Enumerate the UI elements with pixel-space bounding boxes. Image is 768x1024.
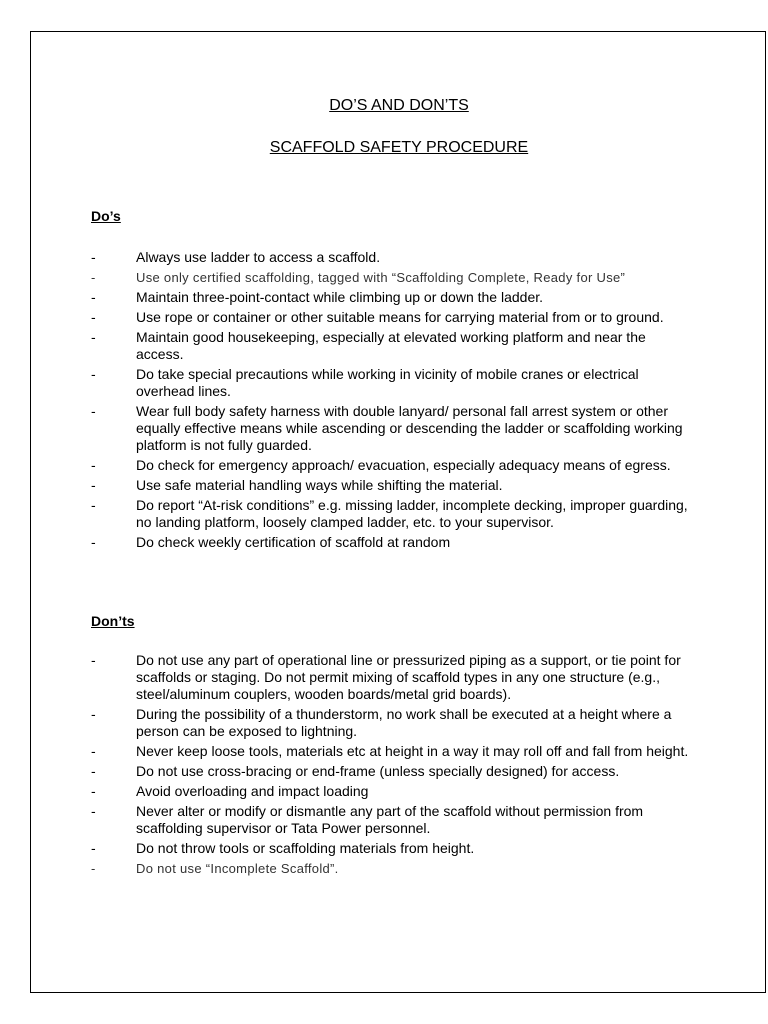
dos-item bbox=[91, 309, 691, 326]
dos-item bbox=[91, 269, 691, 286]
bullet-dash: - bbox=[91, 652, 96, 668]
donts-item bbox=[91, 840, 691, 857]
dos-heading: Do’s bbox=[91, 208, 121, 224]
dos-item bbox=[91, 477, 691, 494]
dos-item bbox=[91, 534, 691, 551]
dos-item bbox=[91, 366, 691, 400]
dos-item bbox=[91, 289, 691, 306]
bullet-dash: - bbox=[91, 249, 96, 265]
document-subtitle: SCAFFOLD SAFETY PROCEDURE bbox=[269, 139, 529, 156]
bullet-dash: - bbox=[91, 270, 96, 285]
donts-heading: Don’ts bbox=[91, 613, 135, 629]
donts-item-text: Do not use any part of operational line or pressurized piping as a support, or tie point for scaffolds or staging. Do not permit mixing of scaffold types in any one structure (e.g., steel/aluminum couplers, wooden boards/metal grid boards). bbox=[136, 652, 681, 702]
bullet-dash: - bbox=[91, 329, 96, 345]
bullet-dash: - bbox=[91, 763, 96, 779]
donts-item bbox=[91, 763, 691, 780]
bullet-dash: - bbox=[91, 497, 96, 513]
donts-item-text: Never alter or modify or dismantle any part of the scaffold without permission from scaffolding supervisor or Tata Power personnel. bbox=[136, 803, 644, 836]
dos-item-text: Maintain good housekeeping, especially at elevated working platform and near the access. bbox=[136, 329, 646, 362]
bullet-dash: - bbox=[91, 457, 96, 473]
bullet-dash: - bbox=[91, 477, 96, 493]
donts-item-text: Do not use cross-bracing or end-frame (unless specially designed) for access. bbox=[136, 763, 620, 779]
dos-item bbox=[91, 403, 691, 454]
donts-item bbox=[91, 743, 691, 760]
donts-item-text: Never keep loose tools, materials etc at height in a way it may roll off and fall from height. bbox=[136, 743, 689, 759]
donts-item-text: Do not throw tools or scaffolding materials from height. bbox=[136, 840, 475, 856]
donts-item bbox=[91, 706, 691, 740]
dos-item bbox=[91, 497, 691, 531]
donts-item-text: Do not use “Incomplete Scaffold”. bbox=[136, 861, 339, 876]
bullet-dash: - bbox=[91, 309, 96, 325]
bullet-dash: - bbox=[91, 403, 96, 419]
donts-item bbox=[91, 652, 691, 703]
dos-item-text: Use safe material handling ways while shifting the material. bbox=[136, 477, 503, 493]
bullet-dash: - bbox=[91, 743, 96, 759]
dos-item-text: Do take special precautions while working in vicinity of mobile cranes or electrical overhead lines. bbox=[136, 366, 639, 399]
donts-item-text: During the possibility of a thunderstorm, no work shall be executed at a height where a person can be exposed to lightning. bbox=[136, 706, 672, 739]
bullet-dash: - bbox=[91, 706, 96, 722]
donts-item bbox=[91, 803, 691, 837]
bullet-dash: - bbox=[91, 840, 96, 856]
bullet-dash: - bbox=[91, 534, 96, 550]
donts-list bbox=[91, 652, 691, 880]
donts-item bbox=[91, 783, 691, 800]
bullet-dash: - bbox=[91, 861, 96, 876]
dos-list bbox=[91, 249, 691, 554]
document-title: DO’S AND DON’TS bbox=[329, 97, 469, 114]
dos-item-text: Use only certified scaffolding, tagged with “Scaffolding Complete, Ready for Use” bbox=[136, 270, 626, 285]
dos-item-text: Do report “At-risk conditions” e.g. missing ladder, incomplete decking, improper guarding, no landing platform, loosely clamped ladder, etc. to your supervisor. bbox=[136, 497, 688, 530]
bullet-dash: - bbox=[91, 803, 96, 819]
dos-item-text: Always use ladder to access a scaffold. bbox=[136, 249, 381, 265]
dos-item bbox=[91, 249, 691, 266]
bullet-dash: - bbox=[91, 783, 96, 799]
dos-item bbox=[91, 329, 691, 363]
document-page bbox=[30, 31, 766, 993]
dos-item-text: Do check for emergency approach/ evacuation, especially adequacy means of egress. bbox=[136, 457, 671, 473]
donts-item bbox=[91, 860, 691, 877]
donts-item-text: Avoid overloading and impact loading bbox=[136, 783, 369, 799]
bullet-dash: - bbox=[91, 366, 96, 382]
dos-item-text: Use rope or container or other suitable means for carrying material from or to ground. bbox=[136, 309, 664, 325]
dos-item-text: Do check weekly certification of scaffold at random bbox=[136, 534, 451, 550]
dos-item-text: Maintain three-point-contact while climbing up or down the ladder. bbox=[136, 289, 544, 305]
bullet-dash: - bbox=[91, 289, 96, 305]
dos-item bbox=[91, 457, 691, 474]
dos-item-text: Wear full body safety harness with double lanyard/ personal fall arrest system or other equally effective means while ascending or descending the ladder or scaffolding working platform is not fully guarded. bbox=[136, 403, 683, 453]
